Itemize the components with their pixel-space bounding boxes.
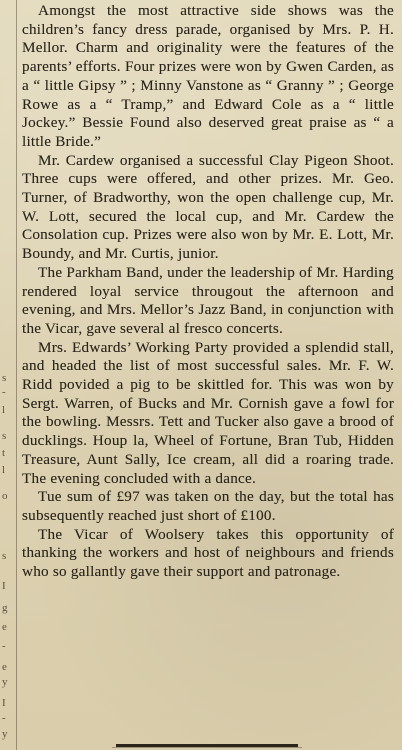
gutter-fragment: s — [2, 372, 7, 384]
gutter-fragment: - — [2, 640, 6, 652]
gutter-fragment: o — [2, 490, 8, 502]
article-paragraph: Tue sum of £97 was taken on the day, but the total has subsequently reached just short of £100. — [22, 488, 394, 524]
gutter-fragment: l — [2, 404, 6, 416]
gutter-fragment: e — [2, 621, 7, 633]
gutter-fragment: - — [2, 712, 6, 724]
gutter-fragment: s — [2, 550, 7, 562]
gutter-fragment: y — [2, 728, 8, 740]
gutter-fragment: I — [2, 697, 6, 709]
article-paragraph: The Vicar of Woolsery takes this opportunity of thanking the workers and host of neighbours and friends who so gallantly gave their support and patronage. — [22, 525, 394, 581]
left-gutter-fragments — [2, 0, 12, 750]
gutter-fragment: I — [2, 580, 6, 592]
gutter-fragment: e — [2, 661, 7, 673]
article-paragraph: Amongst the most attractive side shows was the children’s fancy dress parade, organised by Mrs. P. H. Mellor. Charm and originality were the features of the parents’ efforts. Four prizes were won by Gwen Carden, as a “ little Gipsy ” ; Minny Vanstone as “ Granny ” ; George Rowe as a “ Tramp,” and Edward Cole as a “ little Jockey.” Bessie Found also deserved great praise as “ a little Bride.” — [22, 2, 394, 150]
article-paragraph: Mr. Cardew organised a successful Clay Pigeon Shoot. Three cups were offered, and other prizes. Mr. Geo. Turner, of Bradworthy, won the open challenge cup, Mr. W. Lott, secured the local cup, and Mr. Cardew the Consolation cup. Prizes were also won by Mr. E. Lott, Mr. Boundy, and Mr. Curtis, junior. — [22, 151, 394, 263]
gutter-fragment: l — [2, 464, 6, 476]
column-rule — [16, 0, 17, 750]
gutter-fragment: g — [2, 602, 8, 614]
news-article — [22, 0, 394, 742]
gutter-fragment: s — [2, 430, 7, 442]
article-paragraph: Mrs. Edwards’ Working Party provided a splendid stall, and headed the list of most successful sales. Mr. F. W. Ridd povided a pig to be skittled for. This was won by Sergt. Warren, of Bucks and Mr. Cornish gave a fowl for the bowling. Messrs. Tett and Tucker also gave a brood of ducklings. Houp la, Wheel of Fortune, Bran Tub, Hidden Treasure, Aunt Sally, Ice cream, all did a roaring trade. The evening concluded with a dance. — [22, 338, 394, 487]
gutter-fragment: y — [2, 676, 8, 688]
end-rule-shadow — [112, 747, 302, 748]
gutter-fragment: t — [2, 447, 6, 459]
article-paragraph: The Parkham Band, under the leadership of Mr. Harding rendered loyal service througout the afternoon and evening, and Mrs. Mellor’s Jazz Band, in conjunction with the Vicar, gave several al fresco concerts. — [22, 263, 394, 337]
gutter-fragment: - — [2, 386, 6, 398]
